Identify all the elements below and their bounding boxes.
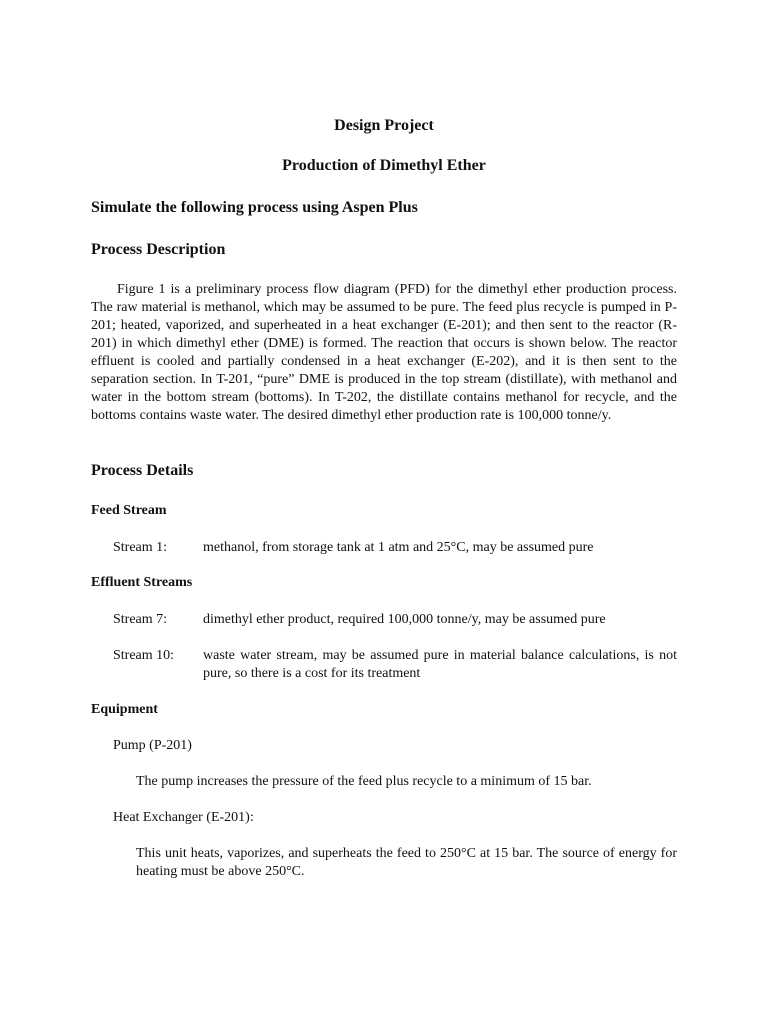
stream-10-label: Stream 10: xyxy=(113,648,175,663)
stream-10-description: waste water stream, may be assumed pure in material balance calculations, is not pure, so there is a cost for its treatment xyxy=(203,648,677,681)
heat-exchanger-description: This unit heats, vaporizes, and superheats the feed to 250°C at 15 bar. The source of energy for heating must be above 250°C. xyxy=(136,846,677,879)
stream-1-description: methanol, from storage tank at 1 atm and 25°C, may be assumed pure xyxy=(203,540,594,555)
pump-label: Pump (P-201) xyxy=(113,738,192,753)
effluent-streams-heading: Effluent Streams xyxy=(91,575,193,590)
document-subtitle: Production of Dimethyl Ether xyxy=(282,157,486,174)
process-description-heading: Process Description xyxy=(91,241,226,258)
equipment-heading: Equipment xyxy=(91,702,158,717)
stream-1-label: Stream 1: xyxy=(113,540,168,555)
feed-stream-heading: Feed Stream xyxy=(91,503,167,518)
process-description-paragraph: Figure 1 is a preliminary process flow diagram (PFD) for the dimethyl ether production process. The raw material is methanol, which may be assumed to be pure. The feed plus recycle is pumped in P-201; heated, vaporized, and superheated in a heat exchanger (E-201); and then sent to the reactor (R-201) in which dimethyl ether (DME) is formed. The reaction that occurs is shown below. The reactor effluent is cooled and partially condensed in a heat exchanger (E-202), and it is then sent to the separation section. In T-201, “pure” DME is produced in the top stream (distillate), with methanol and water in the bottom stream (bottoms). In T-202, the distillate contains methanol for recycle, and the bottoms contains waste water. The desired dimethyl ether production rate is 100,000 tonne/y. xyxy=(91,282,677,423)
process-details-heading: Process Details xyxy=(91,462,194,479)
stream-7-label: Stream 7: xyxy=(113,612,168,627)
pump-description: The pump increases the pressure of the feed plus recycle to a minimum of 15 bar. xyxy=(136,774,592,789)
stream-7-description: dimethyl ether product, required 100,000 tonne/y, may be assumed pure xyxy=(203,612,606,627)
instruction-heading: Simulate the following process using Aspen Plus xyxy=(91,199,418,216)
document-title: Design Project xyxy=(334,117,434,134)
heat-exchanger-label: Heat Exchanger (E-201): xyxy=(113,810,254,825)
